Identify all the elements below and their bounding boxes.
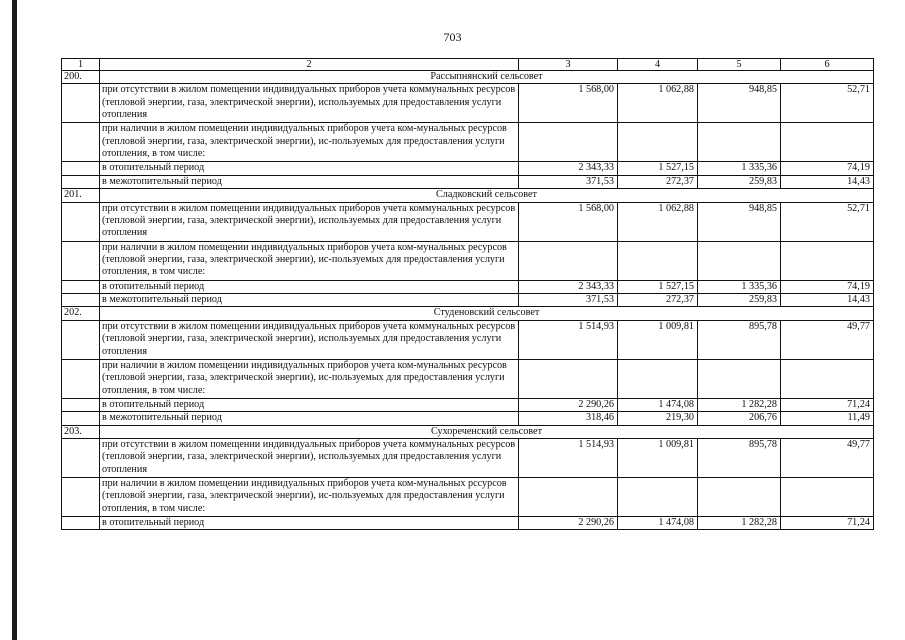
row-description: в отопительный период xyxy=(100,517,519,530)
row-description: при отсутствии в жилом помещении индивидуальных приборов учета коммунальных ресурсов (тепловой энергии, газа, электрической энергии), используемых для предоставления услуги отопления xyxy=(100,202,519,241)
table-row xyxy=(62,320,874,359)
section-row xyxy=(62,71,874,84)
row-description: в отопительный период xyxy=(100,162,519,175)
value-cell: 895,78 xyxy=(698,320,781,359)
value-cell: 371,53 xyxy=(519,294,618,307)
row-description: в межотопительный период xyxy=(100,175,519,188)
row-description: при наличии в жилом помещении индивидуальных приборов учета ком-мунальных ресурсов (тепловой энергии, газа, электрической энергии), ис-пользуемых для предоставления услуги отопления, в том числе: xyxy=(100,123,519,162)
value-cell: 2 290,26 xyxy=(519,517,618,530)
value-cell: 1 062,88 xyxy=(618,84,698,123)
value-cell: 259,83 xyxy=(698,175,781,188)
table-row xyxy=(62,84,874,123)
section-number: 202. xyxy=(62,307,100,320)
section-row xyxy=(62,307,874,320)
page-number: 703 xyxy=(443,30,462,44)
table-row xyxy=(62,398,874,411)
table-row xyxy=(62,439,874,478)
tariff-table xyxy=(61,58,874,530)
value-cell: 1 474,08 xyxy=(618,398,698,411)
table-row xyxy=(62,123,874,162)
section-row xyxy=(62,425,874,438)
value-cell: 1 474,08 xyxy=(618,517,698,530)
column-header: 6 xyxy=(781,59,874,71)
value-cell: 1 009,81 xyxy=(618,439,698,478)
section-name: Сладковский сельсовет xyxy=(100,189,874,202)
value-cell: 948,85 xyxy=(698,202,781,241)
table-row xyxy=(62,294,874,307)
value-cell: 1 335,36 xyxy=(698,162,781,175)
table-row xyxy=(62,478,874,517)
value-cell: 1 282,28 xyxy=(698,398,781,411)
row-description: в межотопительный период xyxy=(100,294,519,307)
value-cell: 1 335,36 xyxy=(698,280,781,293)
value-cell: 52,71 xyxy=(781,202,874,241)
value-cell: 71,24 xyxy=(781,398,874,411)
row-description: при отсутствии в жилом помещении индивидуальных приборов учета коммунальных ресурсов (тепловой энергии, газа, электрической энергии), используемых для предоставления услуги отопления xyxy=(100,439,519,478)
value-cell: 1 527,15 xyxy=(618,162,698,175)
value-cell: 52,71 xyxy=(781,84,874,123)
table-row xyxy=(62,241,874,280)
row-description: при наличии в жилом помещении индивидуальных приборов учета ком-мунальных ресурсов (тепловой энергии, газа, электрической энергии), ис-пользуемых для предоставления услуги отопления, в том числе: xyxy=(100,359,519,398)
value-cell: 1 527,15 xyxy=(618,280,698,293)
column-header: 3 xyxy=(519,59,618,71)
value-cell: 49,77 xyxy=(781,320,874,359)
value-cell: 74,19 xyxy=(781,162,874,175)
value-cell: 14,43 xyxy=(781,294,874,307)
row-description: при наличии в жилом помещении индивидуальных приборов учета ком-мунальных ресурсов (тепловой энергии, газа, электрической энергии), ис-пользуемых для предоставления услуги отопления, в том числе: xyxy=(100,241,519,280)
page-edge-bar xyxy=(12,0,17,640)
section-number: 200. xyxy=(62,71,100,84)
row-description: в межотопительный период xyxy=(100,412,519,425)
value-cell: 206,76 xyxy=(698,412,781,425)
column-header: 4 xyxy=(618,59,698,71)
section-name: Сухореченский сельсовет xyxy=(100,425,874,438)
value-cell: 2 290,26 xyxy=(519,398,618,411)
section-name: Студеновский сельсовет xyxy=(100,307,874,320)
value-cell: 74,19 xyxy=(781,280,874,293)
value-cell: 272,37 xyxy=(618,294,698,307)
value-cell: 371,53 xyxy=(519,175,618,188)
table-row xyxy=(62,162,874,175)
value-cell: 219,30 xyxy=(618,412,698,425)
column-header: 5 xyxy=(698,59,781,71)
column-header: 2 xyxy=(100,59,519,71)
value-cell: 49,77 xyxy=(781,439,874,478)
row-description: при отсутствии в жилом помещении индивидуальных приборов учета коммунальных ресурсов (тепловой энергии, газа, электрической энергии), используемых для предоставления услуги отопления xyxy=(100,320,519,359)
table-row xyxy=(62,280,874,293)
row-description: при отсутствии в жилом помещении индивидуальных приборов учета коммунальных ресурсов (тепловой энергии, газа, электрической энергии), используемых для предоставления услуги отопления xyxy=(100,84,519,123)
section-number: 203. xyxy=(62,425,100,438)
value-cell: 1 514,93 xyxy=(519,320,618,359)
value-cell: 259,83 xyxy=(698,294,781,307)
value-cell: 2 343,33 xyxy=(519,280,618,293)
value-cell: 11,49 xyxy=(781,412,874,425)
row-description: в отопительный период xyxy=(100,280,519,293)
table-row xyxy=(62,359,874,398)
column-header-row xyxy=(62,59,874,71)
value-cell: 2 343,33 xyxy=(519,162,618,175)
value-cell: 1 009,81 xyxy=(618,320,698,359)
value-cell: 895,78 xyxy=(698,439,781,478)
value-cell: 1 282,28 xyxy=(698,517,781,530)
value-cell: 1 514,93 xyxy=(519,439,618,478)
section-name: Рассыпнянский сельсовет xyxy=(100,71,874,84)
value-cell: 1 568,00 xyxy=(519,84,618,123)
value-cell: 948,85 xyxy=(698,84,781,123)
column-header: 1 xyxy=(62,59,100,71)
row-description: в отопительный период xyxy=(100,398,519,411)
value-cell: 14,43 xyxy=(781,175,874,188)
table-row xyxy=(62,175,874,188)
table-row xyxy=(62,202,874,241)
section-number: 201. xyxy=(62,189,100,202)
value-cell: 1 062,88 xyxy=(618,202,698,241)
value-cell: 1 568,00 xyxy=(519,202,618,241)
value-cell: 318,46 xyxy=(519,412,618,425)
value-cell: 71,24 xyxy=(781,517,874,530)
row-description: при наличии в жилом помещении индивидуальных приборов учета ком-мунальных рссурсов (тепловой энергии, газа, электрической энергии), ис-пользуемых для предоставления услуги отопления, в том числе: xyxy=(100,478,519,517)
value-cell: 272,37 xyxy=(618,175,698,188)
table-row xyxy=(62,412,874,425)
table-row xyxy=(62,517,874,530)
section-row xyxy=(62,189,874,202)
